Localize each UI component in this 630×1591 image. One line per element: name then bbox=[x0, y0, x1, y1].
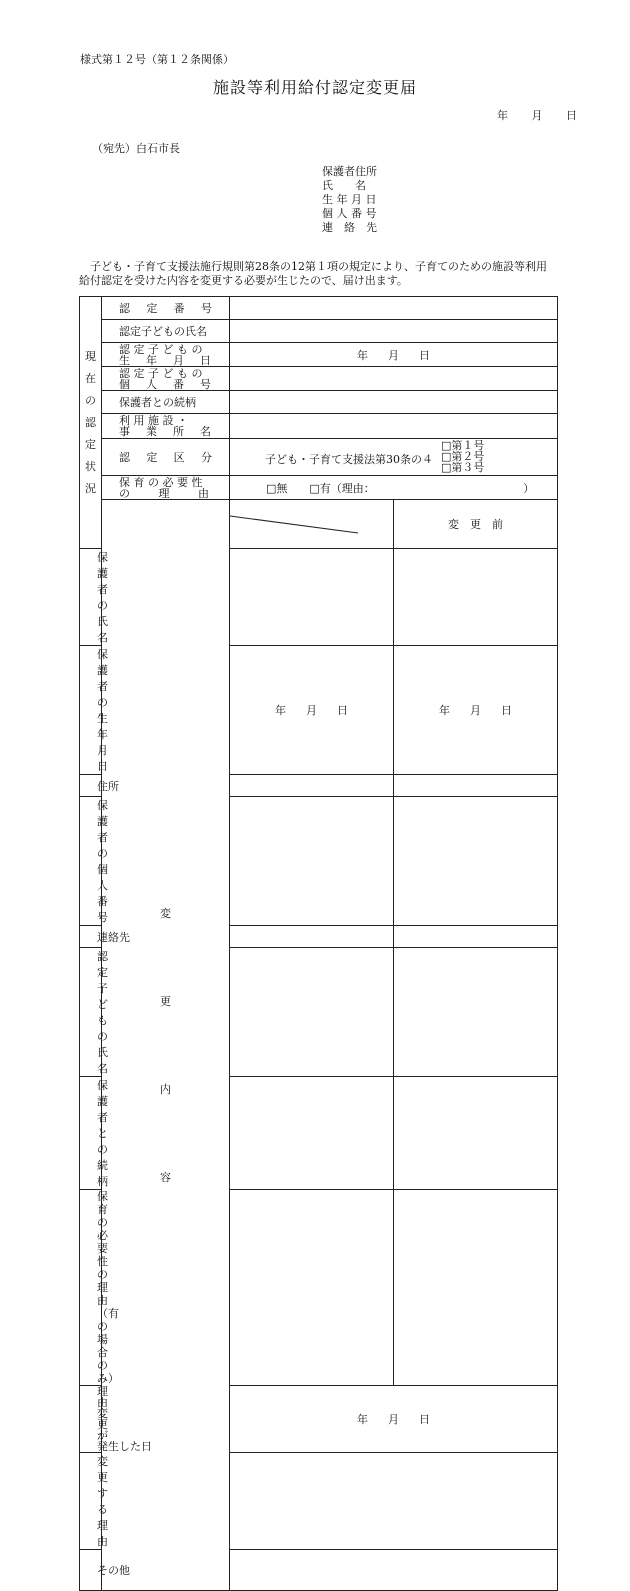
change-relation-before[interactable] bbox=[230, 1077, 394, 1190]
category-option-2[interactable]: □第２号 bbox=[441, 450, 485, 463]
child-birth-field[interactable]: 年 月 日 bbox=[230, 343, 558, 367]
addressee: （宛先）白石市長 bbox=[92, 142, 180, 155]
category-option-3[interactable]: □第３号 bbox=[441, 461, 485, 474]
row-child-birth bbox=[80, 343, 558, 367]
other-field[interactable] bbox=[230, 1550, 558, 1591]
contact-before[interactable] bbox=[230, 926, 394, 948]
row-relation bbox=[80, 391, 558, 414]
necessity-field[interactable]: □無 □有（理由： ） bbox=[230, 476, 558, 500]
cert-number-label: 認 定 番 号 bbox=[102, 297, 230, 320]
page-title: 施設等利用給付認定変更届 bbox=[212, 78, 417, 97]
reason-label: 変 更 す る 理 由 bbox=[80, 1453, 102, 1550]
relation-label: 保護者との続柄 bbox=[102, 391, 230, 414]
date-day: 日 bbox=[566, 109, 577, 122]
guardian-name-before[interactable] bbox=[230, 549, 394, 646]
address-after[interactable] bbox=[394, 775, 558, 797]
category-option-1[interactable]: □第１号 bbox=[441, 439, 485, 452]
guardian-birth-label: 保護者の生年月日 bbox=[80, 646, 102, 775]
contact-after[interactable] bbox=[394, 926, 558, 948]
diagonal-line bbox=[230, 516, 358, 533]
guardian-number-after[interactable] bbox=[394, 797, 558, 926]
change-necessity-label: 保育の必要性の理由 （有の場合のみ） bbox=[80, 1190, 102, 1386]
change-side-label: 変 更 内 容 bbox=[102, 500, 230, 1591]
row-category bbox=[80, 439, 558, 476]
relation-field[interactable] bbox=[230, 391, 558, 414]
child-name-field[interactable] bbox=[230, 320, 558, 343]
applicant-block bbox=[322, 165, 377, 235]
current-status-side-label: 現 在 の 認 定 状 況 bbox=[80, 297, 102, 549]
row-child-name bbox=[80, 320, 558, 343]
before-header: 変 更 前 bbox=[394, 500, 558, 549]
row-change-header bbox=[80, 500, 558, 549]
change-necessity-after[interactable] bbox=[394, 1190, 558, 1386]
intro-paragraph: 子ども・子育て支援法施行規則第28条の12第１項の規定により、子育てのための施設等利用給付認定を受けた内容を変更する必要が生じたので、届け出ます。 bbox=[79, 260, 547, 287]
child-number-label: 認 定 子 ど も の 個 人 番 号 bbox=[102, 367, 230, 391]
row-facility bbox=[80, 414, 558, 439]
applicant-contact-label: 連 絡 先 bbox=[322, 221, 377, 234]
change-date-label: 理 由 変 更 が 発 生 し た 日 bbox=[80, 1386, 102, 1453]
guardian-number-before[interactable] bbox=[230, 797, 394, 926]
applicant-birthdate-label: 生 年 月 日 bbox=[322, 193, 377, 206]
address-before[interactable] bbox=[230, 775, 394, 797]
category-label: 認 定 区 分 bbox=[102, 439, 230, 476]
other-label: そ の 他 bbox=[80, 1550, 102, 1591]
row-necessity bbox=[80, 476, 558, 500]
guardian-number-label: 保護者の個人番号 bbox=[80, 797, 102, 926]
diagonal-header-cell bbox=[230, 500, 394, 549]
reason-field[interactable] bbox=[230, 1453, 558, 1550]
row-cert-number bbox=[80, 297, 558, 320]
change-relation-label: 保護者との続柄 bbox=[80, 1077, 102, 1190]
applicant-number-label: 個 人 番 号 bbox=[322, 207, 377, 220]
change-relation-after[interactable] bbox=[394, 1077, 558, 1190]
guardian-name-after[interactable] bbox=[394, 549, 558, 646]
category-text: 子ども・子育て支援法第30条の４ bbox=[265, 453, 433, 466]
guardian-name-label: 保 護 者 の 氏 名 bbox=[80, 549, 102, 646]
child-birth-label: 認 定 子 ど も の 生 年 月 日 bbox=[102, 343, 230, 367]
necessity-label: 保 育 の 必 要 性 の 理 由 bbox=[102, 476, 230, 500]
facility-field[interactable] bbox=[230, 414, 558, 439]
date-year: 年 bbox=[497, 109, 508, 122]
change-necessity-before[interactable] bbox=[230, 1190, 394, 1386]
change-child-name-after[interactable] bbox=[394, 948, 558, 1077]
change-child-name-label: 認定子どもの氏名 bbox=[80, 948, 102, 1077]
applicant-name-label: 氏 名 bbox=[322, 179, 366, 192]
change-form-table bbox=[79, 296, 558, 1591]
row-child-number bbox=[80, 367, 558, 391]
change-child-name-before[interactable] bbox=[230, 948, 394, 1077]
facility-label: 利 用 施 設 ・ 事 業 所 名 bbox=[102, 414, 230, 439]
cert-number-field[interactable] bbox=[230, 297, 558, 320]
child-name-label: 認定子どもの氏名 bbox=[102, 320, 230, 343]
address-label: 住 所 bbox=[80, 775, 102, 797]
contact-label: 連 絡 先 bbox=[80, 926, 102, 948]
date-month: 月 bbox=[531, 109, 543, 122]
guardian-birth-before[interactable]: 年 月 日 bbox=[230, 646, 394, 775]
category-options bbox=[441, 440, 484, 473]
submission-date bbox=[487, 107, 577, 123]
category-field bbox=[230, 439, 558, 476]
child-number-field[interactable] bbox=[230, 367, 558, 391]
applicant-address-label: 保護者住所 bbox=[322, 165, 377, 178]
change-date-field[interactable]: 年 月 日 bbox=[230, 1386, 558, 1453]
guardian-birth-after[interactable]: 年 月 日 bbox=[394, 646, 558, 775]
form-number: 様式第１２号（第１２条関係） bbox=[80, 53, 234, 66]
